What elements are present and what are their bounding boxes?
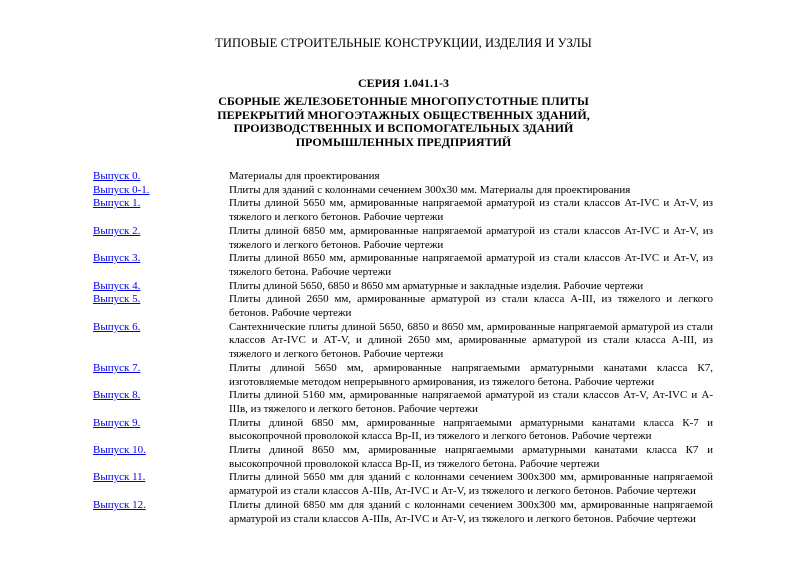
issue-row: [93, 362, 713, 389]
issue-row: [93, 389, 713, 416]
issue-link[interactable]: Выпуск 9.: [93, 416, 141, 429]
series-title: СЕРИЯ 1.041.1-3: [358, 76, 449, 90]
issue-description: Плиты длиной 8650 мм, армированные напрягаемыми арматурными канатами класса К7 и высокопрочной проволокой класса Вр-II, из тяжелого бетона. Рабочие чертежи: [229, 444, 713, 470]
issue-link[interactable]: Выпуск 6.: [93, 320, 141, 333]
issue-link[interactable]: Выпуск 11.: [93, 471, 146, 484]
issue-description: Плиты длиной 8650 мм, армированные напрягаемой арматурой из стали классов Ат-IVС и Ат-V, из тяжелого бетона. Рабочие чертежи: [229, 252, 713, 278]
issue-description: Плиты длиной 2650 мм, армированные арматурой из стали класса А-III, из тяжелого и легкого бетонов. Рабочие чертежи: [229, 293, 713, 320]
issue-link[interactable]: Выпуск 2.: [93, 224, 141, 237]
issue-description: Плиты длиной 5650 мм, армированные напрягаемыми арматурными канатами класса К7, изготовляемые методом непрерывного армирования, из тяжелого бетона. Рабочие чертежи: [229, 361, 713, 388]
issue-link[interactable]: Выпуск 1.: [93, 197, 141, 210]
issue-link[interactable]: Выпуск 7.: [93, 361, 141, 374]
issue-description: Плиты длиной 6850 мм для зданий с колоннами сечением 300х300 мм, армированные напрягаемой арматурой из стали классов А-IIIв, Ат-IVС и Ат-V, из тяжелого и легкого бетонов. Рабочие чертежи: [229, 498, 713, 525]
issue-link[interactable]: Выпуск 8.: [93, 389, 141, 402]
issue-link[interactable]: Выпуск 0-1.: [93, 183, 150, 196]
issue-link[interactable]: Выпуск 10.: [93, 444, 146, 457]
main-title: [140, 95, 667, 149]
main-title-line: ПРОМЫШЛЕННЫХ ПРЕДПРИЯТИЙ: [295, 134, 512, 149]
issue-description: Плиты длиной 5650 мм, армированные напрягаемой арматурой из стали классов Ат-IVС и Ат-V, из тяжелого и легкого бетонов. Рабочие чертежи: [229, 197, 713, 224]
issue-row: [93, 471, 713, 498]
issue-link[interactable]: Выпуск 5.: [93, 293, 141, 306]
issue-row: [93, 499, 713, 526]
issue-list: [93, 170, 713, 526]
issue-row: [93, 252, 713, 279]
top-title: ТИПОВЫЕ СТРОИТЕЛЬНЫЕ КОНСТРУКЦИИ, ИЗДЕЛИЯ И УЗЛЫ: [215, 36, 592, 50]
main-title-line: СБОРНЫЕ ЖЕЛЕЗОБЕТОННЫЕ МНОГОПУСТОТНЫЕ ПЛИТЫ: [218, 94, 589, 108]
issue-row: [93, 417, 713, 444]
issue-description: Материалы для проектирования: [229, 170, 380, 182]
issue-description: Плиты длиной 6850 мм, армированные напрягаемой арматурой из стали классов Ат-IVС и Ат-V, из тяжелого и легкого бетонов. Рабочие чертежи: [229, 224, 713, 251]
issue-row: [93, 170, 713, 184]
issue-row: [93, 444, 713, 471]
issue-row: [93, 280, 713, 294]
issue-description: Плиты для зданий с колоннами сечением 300х30 мм. Материалы для проектирования: [229, 183, 631, 196]
issue-link[interactable]: Выпуск 12.: [93, 498, 146, 511]
issue-row: [93, 321, 713, 362]
issue-row: [93, 184, 713, 198]
issue-link[interactable]: Выпуск 0.: [93, 170, 141, 182]
issue-row: [93, 293, 713, 320]
issue-description: Плиты длиной 5650 мм для зданий с колоннами сечением 300х300 мм, армированные напрягаемой арматурой из стали классов А-IIIв, Ат-IVС и Ат-V, из тяжелого и легкого бетонов. Рабочие чертежи: [229, 471, 713, 498]
main-title-line: ПРОИЗВОДСТВЕННЫХ И ВСПОМОГАТЕЛЬНЫХ ЗДАНИЙ: [233, 121, 574, 135]
issue-link[interactable]: Выпуск 3.: [93, 252, 141, 265]
issue-description: Плиты длиной 5650, 6850 и 8650 мм арматурные и закладные изделия. Рабочие чертежи: [229, 279, 644, 292]
issue-description: Сантехнические плиты длиной 5650, 6850 и 8650 мм, армированные напрягаемой арматурой из стали классов Ат-IVС и АТ-V, и длиной 2650 мм, армированные арматурой из стали класса А-III, из тяжелого и легкого бетонов. Рабочие чертежи: [229, 320, 713, 361]
issue-row: [93, 225, 713, 252]
issue-link[interactable]: Выпуск 4.: [93, 279, 141, 292]
main-title-line: ПЕРЕКРЫТИЙ МНОГОЭТАЖНЫХ ОБЩЕСТВЕННЫХ ЗДАНИЙ,: [217, 107, 590, 122]
issue-row: [93, 197, 713, 224]
issue-description: Плиты длиной 6850 мм, армированные напрягаемыми арматурными канатами класса К-7 и высокопрочной проволокой класса Вр-II, из тяжелого и легкого бетонов. Рабочие чертежи: [229, 416, 713, 443]
issue-description: Плиты длиной 5160 мм, армированные напрягаемой арматурой из стали классов Ат-V, Ат-IVС и А-IIIв, из тяжелого и легкого бетонов. Рабочие чертежи: [229, 389, 713, 415]
